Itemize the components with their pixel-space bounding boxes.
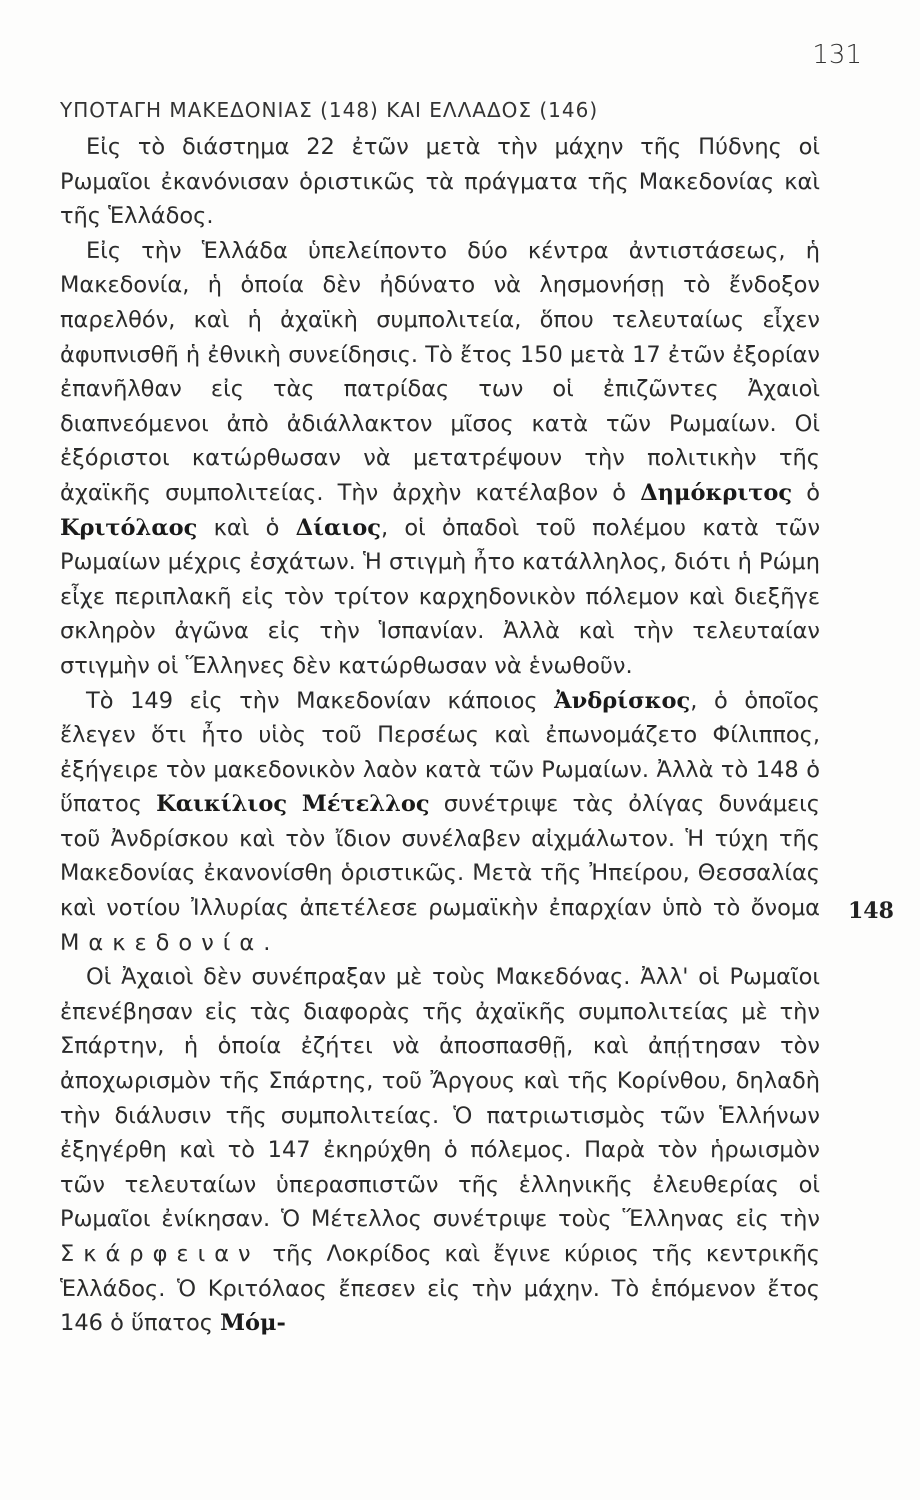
paragraph-3-text-a: Τὸ 149 εἰς τὴν Μακεδονίαν κάποιος	[86, 687, 538, 714]
margin-year-note: 148	[848, 898, 894, 924]
paragraph-4-text-b: τῆς Λοκρίδος καὶ ἔγινε κύριος τῆς κεντρικῆς Ἑλλάδος. Ὁ Κριτόλαος ἔπεσεν εἰς τὴν μάχην. Τὸ ἑπόμενον ἔτος 146 ὁ ὕπατος	[60, 1241, 821, 1337]
paragraph-2	[60, 234, 820, 684]
paragraph-4	[60, 960, 820, 1341]
paragraph-2-text-b: ὁ	[806, 479, 820, 506]
paragraph-2-text-c: καὶ ὁ	[213, 514, 280, 541]
name-kaikilios-metellos: Καικίλιος Μέτελλος	[156, 791, 430, 818]
spaced-word-makedonia: Μακεδονία.	[60, 929, 280, 956]
paragraph-2-text-d: , οἱ ὀπαδοὶ τοῦ πολέμου κατὰ τῶν Ρωμαίων μέχρις ἐσχάτων. Ἡ στιγμὴ ἦτο κατάλληλος, διότι ἡ Ρώμη εἶχε περιπλακῆ εἰς τὸν τρίτον καρχηδονικὸν πόλεμον καὶ διεξῆγε σκληρὸν ἀγῶνα εἰς τὴν Ἱσπανίαν. Ἀλλὰ καὶ τὴν τελευταίαν στιγμὴν οἱ Ἕλληνες δὲν κατώρθωσαν νὰ ἑνωθοῦν.	[60, 514, 821, 679]
name-demokritos: Δημόκριτος	[640, 479, 793, 506]
paragraph-1-text: Εἰς τὸ διάστημα 22 ἐτῶν μετὰ τὴν μάχην τῆς Πύδνης οἱ Ρωμαῖοι ἐκανόνισαν ὁριστικῶς τὰ πράγματα τῆς Μακεδονίας καὶ τῆς Ἑλλάδος.	[60, 134, 820, 230]
name-kritolaos: Κριτόλαος	[60, 514, 198, 541]
paragraph-3-text-c: συνέτριψε τὰς ὀλίγας δυνάμεις τοῦ Ἀνδρίσκου καὶ τὸν ἴδιον συνέλαβεν αἰχμάλωτον. Ἡ τύχη τῆς Μακεδονίας ἐκανονίσθη ὁριστικῶς. Μετὰ τῆς Ἠπείρου, Θεσσαλίας καὶ νοτίου Ἰλλυρίας ἀπετέλεσε ρωμαϊκὴν ἐπαρχίαν ὑπὸ τὸ ὄνομα	[60, 791, 820, 922]
paragraph-3-text-b: , ὁ ὁποῖος ἔλεγεν ὅτι ἦτο υἱὸς τοῦ Περσέως καὶ ἐπωνομάζετο Φίλιππος, ἐξήγειρε τὸν μακεδονικὸν λαὸν κατὰ τῶν Ρωμαίων. Ἀλλὰ τὸ 148 ὁ ὕπατος	[60, 687, 820, 818]
spaced-word-skarfeia: Σκάρφειαν	[60, 1241, 260, 1267]
paragraph-1	[60, 130, 820, 234]
paragraph-2-text-a: Εἰς τὴν Ἑλλάδα ὑπελείποντο δύο κέντρα ἀντιστάσεως, ἡ Μακεδονία, ἡ ὁποία δὲν ἠδύνατο νὰ λησμονήσῃ τὸ ἔνδοξον παρελθόν, καὶ ἡ ἀχαϊκὴ συμπολιτεία, ὅπου τελευταίως εἶχεν ἀφυπνισθῆ ἡ ἐθνικὴ συνείδησις. Τὸ ἔτος 150 μετὰ 17 ἐτῶν ἐξορίαν ἐπανῆλθαν εἰς τὰς πατρίδας των οἱ ἐπιζῶντες Ἀχαιοὶ διαπνεόμενοι ἀπὸ ἀδιάλλακτον μῖσος κατὰ τῶν Ρωμαίων. Οἱ ἐξόριστοι κατώρθωσαν νὰ μετατρέψουν τὴν πολιτικὴν τῆς ἀχαϊκῆς συμπολιτείας. Τὴν ἀρχὴν κατέλαβον ὁ	[60, 237, 820, 506]
page-number: 131	[812, 40, 862, 70]
name-andriskos: Ἀνδρίσκος	[554, 687, 691, 714]
paragraph-4-text-a: Οἱ Ἀχαιοὶ δὲν συνέπραξαν μὲ τοὺς Μακεδόνας. Ἀλλ' οἱ Ρωμαῖοι ἐπενέβησαν εἰς τὰς διαφορὰς τῆς ἀχαϊκῆς συμπολιτείας μὲ τὴν Σπάρτην, ἡ ὁποία ἐζήτει νὰ ἀποσπασθῇ, καὶ ἀπῄτησαν τὸν ἀποχωρισμὸν τῆς Σπάρτης, τοῦ Ἄργους καὶ τῆς Κορίνθου, δηλαδὴ τὴν διάλυσιν τῆς συμπολιτείας. Ὁ πατριωτισμὸς τῶν Ἑλλήνων ἐξηγέρθη καὶ τὸ 147 ἐκηρύχθη ὁ πόλεμος. Παρὰ τὸν ἡρωισμὸν τῶν τελευταίων ὑπερασπιστῶν τῆς ἑλληνικῆς ἐλευθερίας οἱ Ρωμαῖοι ἐνίκησαν. Ὁ Μέτελλος συνέτριψε τοὺς Ἕλληνας εἰς τὴν	[60, 964, 820, 1233]
paragraph-3	[60, 684, 820, 961]
body-text	[60, 130, 820, 1341]
running-head: ΥΠΟΤΑΓΗ ΜΑΚΕΔΟΝΙΑΣ (148) ΚΑΙ ΕΛΛΑΔΟΣ (146)	[60, 98, 599, 122]
name-diaios: Δίαιος	[295, 514, 381, 541]
name-mommios: Μόμ-	[220, 1310, 286, 1337]
